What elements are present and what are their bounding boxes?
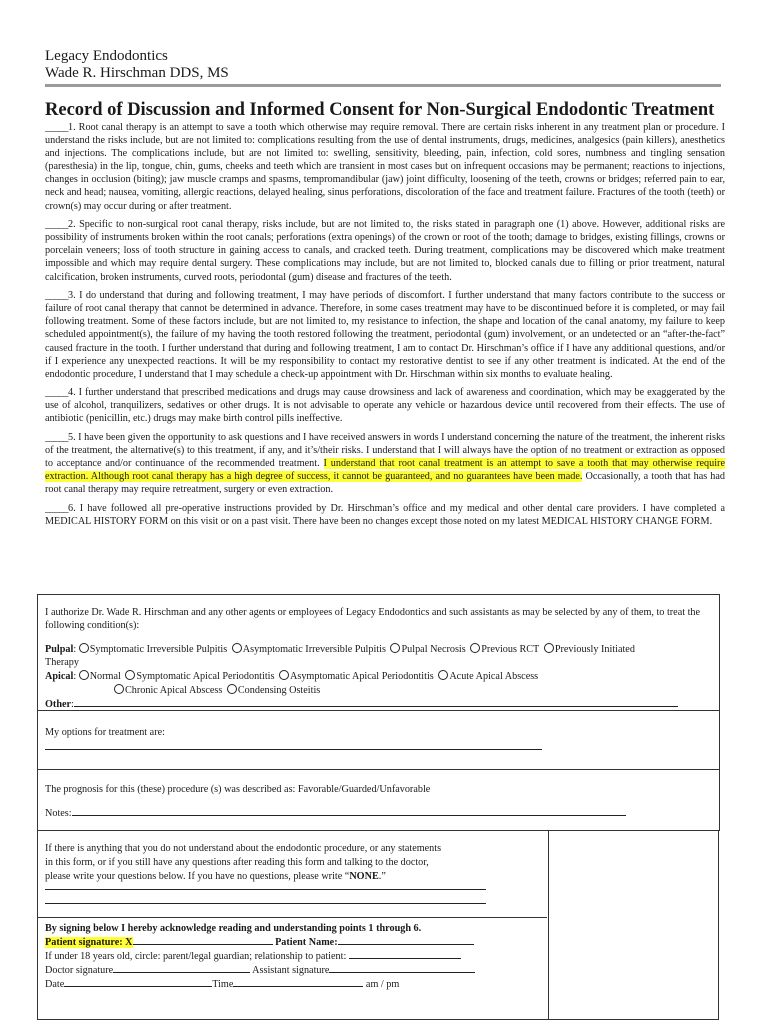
- question-input-line[interactable]: [45, 894, 486, 904]
- paragraph-1: [45, 121, 725, 213]
- acknowledge-text: By signing below I hereby acknowledge reading and understanding points 1 through 6.: [45, 923, 422, 934]
- assistant-signature-line[interactable]: [329, 963, 475, 973]
- paragraph-5: [45, 431, 725, 496]
- notes-row: [45, 806, 626, 820]
- initials-blank[interactable]: _____: [45, 290, 68, 302]
- paragraph-3: [45, 289, 725, 381]
- options-input-line[interactable]: [45, 740, 542, 750]
- apical-option[interactable]: Asymptomatic Apical Periodontitis: [279, 671, 434, 682]
- question-line-row: [45, 880, 486, 894]
- questions-side-box: [548, 830, 719, 1020]
- practice-name: Legacy Endodontics: [45, 48, 168, 64]
- staff-signature-row: [45, 963, 475, 977]
- apical-option[interactable]: Acute Apical Abscess: [438, 671, 538, 682]
- consent-paragraphs: [45, 121, 725, 534]
- apical-option[interactable]: Normal: [79, 671, 121, 682]
- doctor-signature-label: Doctor signature: [45, 965, 114, 976]
- pulpal-option[interactable]: Asymptomatic Irreversible Pulpitis: [232, 644, 386, 655]
- question-line-row: [45, 894, 486, 908]
- time-label: Time: [212, 979, 234, 990]
- am-pm-label[interactable]: am / pm: [365, 979, 400, 990]
- none-word: NONE: [349, 871, 379, 882]
- options-label: My options for treatment are:: [45, 727, 165, 738]
- guardian-label: If under 18 years old, circle: parent/legal guardian; relationship to patient:: [45, 951, 347, 962]
- radio-circle-icon[interactable]: [544, 643, 554, 653]
- question-input-line[interactable]: [45, 880, 486, 890]
- apical-option[interactable]: Symptomatic Apical Periodontitis: [125, 671, 274, 682]
- assistant-signature-label: Assistant signature: [252, 965, 330, 976]
- doctor-name: Wade R. Hirschman DDS, MS: [45, 65, 229, 81]
- signature-divider: [37, 917, 547, 918]
- radio-circle-icon[interactable]: [227, 684, 237, 694]
- prognosis-box: [37, 769, 720, 831]
- patient-signature-row: [45, 935, 474, 949]
- highlighted-text: I understand that root canal treatment is an attempt to save a tooth that may otherwise require extraction. Although root canal therapy has a high degree of success, it cannot be guaranteed, and no guarantees have been made.: [45, 458, 725, 483]
- radio-circle-icon[interactable]: [114, 684, 124, 694]
- apical-option[interactable]: Chronic Apical Abscess: [114, 685, 222, 696]
- apical-label: Apical: [45, 671, 74, 682]
- patient-name-line[interactable]: [338, 935, 474, 945]
- radio-circle-icon[interactable]: [79, 670, 89, 680]
- options-line-row: [45, 740, 542, 754]
- paragraph-text: 4. I further understand that prescribed medications and drugs may cause drowsiness and lack of awareness and coordination, which may be exaggerated by the use of alcohol, tranquilizers, sedatives or other drugs. It is not advisable to operate any vehicle or hazardous device until recovered from their effects. The use of antibiotic (penicillin, etc.) drugs may make birth control pills ineffective.: [45, 387, 725, 425]
- paragraph-6: [45, 502, 725, 528]
- notes-input-line[interactable]: [72, 806, 626, 816]
- radio-circle-icon[interactable]: [279, 670, 289, 680]
- pulpal-row: Pulpal: Symptomatic Irreversible Pulpitis Asymptomatic Irreversible Pulpitis Pulpal Necrosis Previous RCT Previously Initiated: [45, 644, 635, 655]
- radio-circle-icon[interactable]: [438, 670, 448, 680]
- other-label: Other: [45, 699, 72, 710]
- patient-signature-label: Patient signature: X: [45, 937, 133, 948]
- radio-circle-icon[interactable]: [470, 643, 480, 653]
- paragraph-text: 6. I have followed all pre-operative instructions provided by Dr. Hirschman’s office and my medical and other dental care providers. I have completed a MEDICAL HISTORY FORM on this visit or on a past visit. There have been no changes except those noted on my latest MEDICAL HISTORY CHANGE FORM.: [45, 503, 725, 528]
- paragraph-2: [45, 218, 725, 283]
- patient-signature-line[interactable]: [133, 935, 273, 945]
- header-rule: [45, 84, 721, 87]
- paragraph-text: 5. I have been given the opportunity to ask questions and I have received answers in words I understand concerning the nature of the treatment, the inherent risks of the treatment, the alternative(s) to this treatment, if any, and it’s/their risks. I understand that I will always have the option of no treatment or extraction as opposed to acceptance and/or continuance of the recommended treatment.: [45, 432, 725, 470]
- initials-blank[interactable]: _____: [45, 219, 68, 231]
- prognosis-text: The prognosis for this (these) procedure (s) was described as: Favorable/Guarded/Unfavorable: [45, 784, 431, 795]
- questions-line-3-post: .”: [378, 871, 386, 882]
- pulpal-label: Pulpal: [45, 644, 74, 655]
- other-input-line[interactable]: [74, 697, 678, 707]
- radio-circle-icon[interactable]: [390, 643, 400, 653]
- pulpal-wrap-text: Therapy: [45, 657, 79, 668]
- authorization-text: I authorize Dr. Wade R. Hirschman and any other agents or employees of Legacy Endodontics and such assistants as may be selected by any of them, to treat the following condition(s):: [45, 607, 701, 632]
- document-title: Record of Discussion and Informed Consent for Non-Surgical Endodontic Treatment: [45, 100, 715, 120]
- initials-blank[interactable]: _____: [45, 503, 68, 515]
- radio-circle-icon[interactable]: [125, 670, 135, 680]
- radio-circle-icon[interactable]: [79, 643, 89, 653]
- document-header: [45, 48, 229, 82]
- paragraph-4: [45, 386, 725, 425]
- time-line[interactable]: [233, 977, 363, 987]
- apical-row-2: [114, 684, 322, 697]
- patient-name-label: Patient Name:: [275, 937, 338, 948]
- date-time-row: [45, 977, 399, 991]
- relationship-line[interactable]: [349, 949, 461, 959]
- questions-line-3-pre: please write your questions below. If you have no questions, please write “: [45, 871, 350, 882]
- other-row: Other:: [45, 697, 678, 711]
- notes-label: Notes:: [45, 808, 72, 819]
- paragraph-text: 2. Specific to non-surgical root canal therapy, risks include, but are not limited to, the risks stated in paragraph one (1) above. However, additional risks are possibility of instruments broken within the root canals; perforations (extra openings) of the crown or root of the tooth; damage to bridges, existing fillings, crowns or porcelain veneers; loss of tooth structure in gaining access to canals, and cracked teeth. During treatment, complications may be discovered which make treatment impossible and which may require dental surgery. These complications may include, but are not limited to, blocked canals due to filling or prior treatment, natural calcification, broken instruments, curved roots, periodontal (gum) disease and fractures of the teeth.: [45, 219, 725, 283]
- doctor-signature-line[interactable]: [113, 963, 250, 973]
- initials-blank[interactable]: _____: [45, 122, 68, 133]
- questions-line-1: If there is anything that you do not understand about the endodontic procedure, or any statements: [45, 843, 442, 854]
- pulpal-option[interactable]: Previously Initiated: [544, 644, 635, 655]
- paragraph-text-after: Occasionally, a tooth that has had root canal therapy may require retreatment, surgery or even extraction.: [45, 471, 725, 496]
- radio-circle-icon[interactable]: [232, 643, 242, 653]
- date-label: Date: [45, 979, 65, 990]
- questions-line-2: in this form, or if you still have any questions after reading this form and talking to the doctor,: [45, 857, 429, 868]
- guardian-row: [45, 949, 461, 963]
- pulpal-option[interactable]: Pulpal Necrosis: [390, 644, 465, 655]
- date-line[interactable]: [64, 977, 212, 987]
- pulpal-option[interactable]: Symptomatic Irreversible Pulpitis: [79, 644, 228, 655]
- paragraph-text: 3. I do understand that during and following treatment, I may have periods of discomfort. I further understand that many factors contribute to the success or failure of root canal therapy that cannot be determined in advance. Therefore, in some cases treatment may have to be discontinued before it is completed, or may fail following treatment. Some of these factors include, but are not limited to, my resistance to infection, the shape and location of the canal anatomy, my failure to keep scheduled appointment(s), the failure of my having the tooth restored following the treatment, periodontal (gum) involvement, or an undetected or an “after-the-fact” caused fracture in the tooth. I further understand that during and following treatment, I am to contact Dr. Hirschman’s office if I have any additional questions, and/or if I experience any unexpected reactions. It will be my responsibility to contact my restorative dentist to see if any other treatment is indicated. At the end of the endodontic procedure, I understand that I may schedule a check-up appointment with Dr. Hirschman within six months to evaluate healing.: [45, 290, 725, 380]
- apical-option[interactable]: Condensing Osteitis: [227, 685, 320, 696]
- paragraph-text: 1. Root canal therapy is an attempt to save a tooth which otherwise may require removal. There are certain risks inherent in any treatment plan or procedure. I understand the risks include, but are not limited to: complications resulting from the use of dental instruments, drugs, medicines, analgesics (pain killers), anesthetics and injections. The complications include, but are not limited to: swelling, sensitivity, bleeding, pain, infection, cold sores, numbness and tingling sensation (paresthesia) in the lip, tongue, chin, gums, cheeks and teeth which are transient in most cases but on infrequent occasions may be permanent; reactions to injections, changes in occlusion (biting); jaw muscle cramps and spasms, tempromandibular (jaw) joint difficulty, loosening of the teeth, crowns or bridges; referred pain to ear, neck and head; nausea, vomiting, allergic reactions, delayed healing, sinus perforations, discoloration of the face and treatment failure. Fractures of the tooth (teeth) or crown(s) may occur during or after treatment.: [45, 122, 725, 212]
- apical-row: Apical: Normal Symptomatic Apical Periodontitis Asymptomatic Apical Periodontitis Acute Apical Abscess: [45, 671, 539, 682]
- initials-blank[interactable]: _____: [45, 432, 68, 444]
- pulpal-option[interactable]: Previous RCT: [470, 644, 539, 655]
- initials-blank[interactable]: _____: [45, 387, 68, 399]
